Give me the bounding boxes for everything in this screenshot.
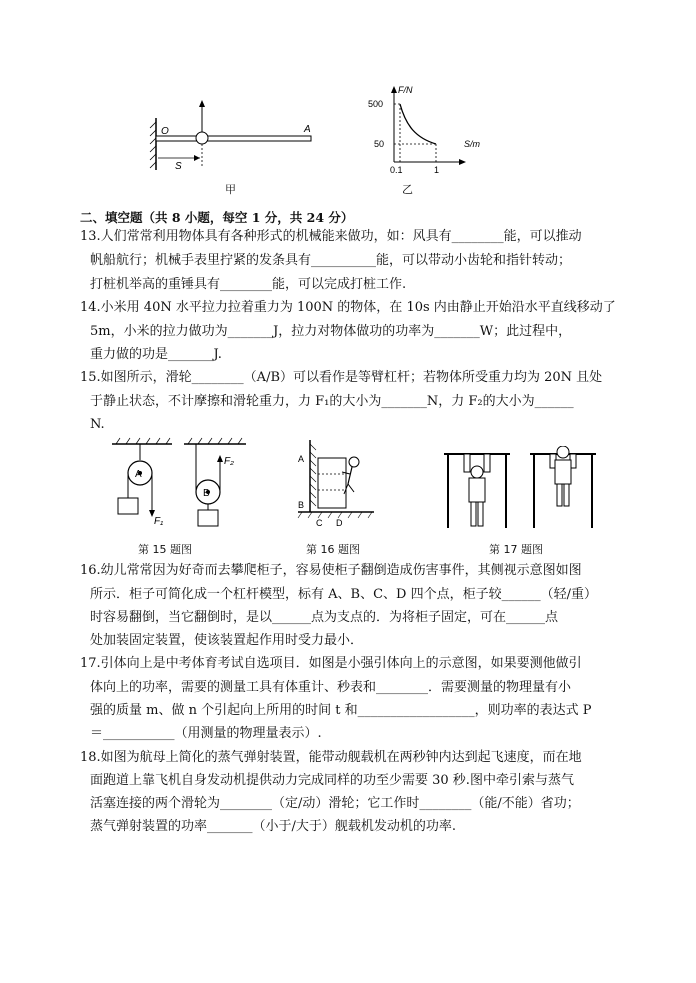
cabinet-label-c: C xyxy=(316,518,323,528)
q14-line-2: 5m，小米的拉力做功为_______J，拉力对物体做功的功率为_______W；此过程中， xyxy=(90,324,572,339)
q16-line-2: 所示．柜子可简化成一个杠杆模型，标有 A、B、C、D 四个点，柜子较______（轻/重） xyxy=(90,587,597,602)
graph-xtick-1: 1 xyxy=(434,165,440,174)
q17-line-4: ＝___________（用测量的物理量表示）. xyxy=(90,726,322,741)
q16-line-1: 16.幼儿常常因为好奇而去攀爬柜子，容易使柜子翻倒造成伤害事件，其侧视示意图如图 xyxy=(80,563,582,578)
graph-xlabel: S/m xyxy=(464,139,481,149)
cabinet-label-a: A xyxy=(298,454,305,464)
caption-16: 第 16 题图 xyxy=(306,543,360,556)
q15-line-3: N. xyxy=(90,417,105,432)
q14-line-3: 重力做的功是_______J. xyxy=(90,347,222,362)
q13-line-2: 帆船航行；机械手表里拧紧的发条具有__________能，可以带动小齿轮和指针转动； xyxy=(90,253,572,268)
caption-yi: 乙 xyxy=(402,183,413,196)
q13-line-1: 13.人们常常利用物体具有各种形式的机械能来做功，如：风具有________能，可以推动 xyxy=(80,229,582,244)
q15-line-2: 于静止状态，不计摩擦和滑轮重力，力 F₁的大小为_______N，力 F₂的大小为______ xyxy=(90,394,574,409)
cabinet-label-b: B xyxy=(298,500,305,510)
q18-line-3: 活塞连接的两个滑轮为________（定/动）滑轮；它工作时________（能/不能）省功； xyxy=(90,796,580,811)
q15-line-1: 15.如图所示，滑轮________（A/B）可以看作是等臂杠杆；若物体所受重力均为 20N 且处 xyxy=(80,370,603,385)
pullup-figure xyxy=(440,446,600,532)
graph-xtick-0-1: 0.1 xyxy=(390,165,403,174)
force-label-f1: F₁ xyxy=(154,516,164,527)
lever-label-o: O xyxy=(161,126,169,137)
caption-jia: 甲 xyxy=(225,183,236,196)
cabinet-label-d: D xyxy=(336,518,343,528)
q17-line-2: 体向上的功率，需要的测量工具有体重计、秒表和________．需要测量的物理量有小 xyxy=(90,680,572,695)
lever-label-a: A xyxy=(304,124,311,135)
lever-label-s: S xyxy=(175,161,182,172)
q13-line-3: 打桩机举高的重锤具有________能，可以完成打桩工作. xyxy=(90,277,407,292)
graph-ytick-500: 500 xyxy=(368,99,384,109)
q16-line-3: 时容易翻倒，当它翻倒时，是以______点为支点的．为将柜子固定，可在______点 xyxy=(90,610,559,625)
q14-line-1: 14.小米用 40N 水平拉力拉着重力为 100N 的物体，在 10s 内由静止开始沿水平直线移动了 xyxy=(80,300,616,315)
q18-line-2: 面跑道上靠飞机自身发动机提供动力完成同样的功至少需要 30 秒.图中牵引索与蒸气 xyxy=(90,773,574,788)
q18-line-4: 蒸气弹射装置的功率_______（小于/大于）舰载机发动机的功率. xyxy=(90,819,457,834)
graph-ylabel: F/N xyxy=(398,85,413,95)
q18-line-1: 18.如图为航母上简化的蒸气弹射装置，能带动舰载机在两秒钟内达到起飞速度，而在地 xyxy=(80,750,582,765)
pulley-figure xyxy=(108,436,258,536)
caption-15: 第 15 题图 xyxy=(138,543,192,556)
pulley-label-b: B xyxy=(203,488,210,499)
force-label-f2: F₂ xyxy=(224,456,234,467)
caption-17: 第 17 题图 xyxy=(489,543,543,556)
pulley-label-a: A xyxy=(135,469,142,480)
q17-line-1: 17.引体向上是中考体育考试自选项目．如图是小强引体向上的示意图，如果要测他做引 xyxy=(80,656,582,671)
q16-line-4: 处加装固定装置，使该装置起作用时受力最小． xyxy=(90,633,364,648)
graph-ytick-50: 50 xyxy=(374,139,385,149)
force-distance-graph xyxy=(362,84,502,174)
cabinet-figure xyxy=(288,436,378,528)
q17-line-3: 强的质量 m、做 n 个引起向上所用的时间 t 和__________________，则功率的表达式 P xyxy=(90,703,592,718)
section-title: 二、填空题（共 8 小题，每空 1 分，共 24 分） xyxy=(80,210,354,225)
